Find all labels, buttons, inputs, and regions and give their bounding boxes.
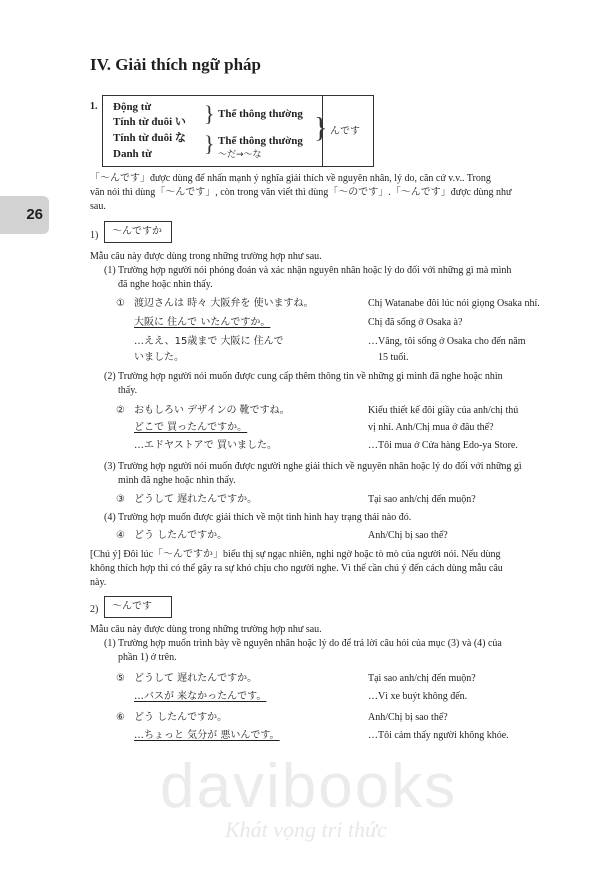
example-number: ⑥ bbox=[116, 712, 125, 723]
example-number: ② bbox=[116, 405, 125, 416]
case3-line: (3) Trường hợp người nói muốn được người nghe giải thích về nguyên nhân hoặc lý do đối với những gì bbox=[104, 461, 522, 472]
note-line: này. bbox=[90, 577, 107, 588]
part2-pattern: ～んです bbox=[112, 601, 152, 612]
part2-label: 2) bbox=[90, 604, 99, 615]
example-number: ⑤ bbox=[116, 673, 125, 684]
example-number: ① bbox=[116, 298, 125, 309]
watermark-brand: davibooks bbox=[160, 752, 458, 821]
watermark-slogan: Khát vọng tri thức bbox=[225, 817, 387, 842]
example-vi: …Vì xe buýt không đến. bbox=[368, 691, 468, 702]
part2-intro: Mẫu câu này được dùng trong những trường hợp như sau. bbox=[90, 624, 322, 635]
case2-line: (2) Trường hợp người nói muốn được cung cấp thêm thông tin về những gì mình đã nghe hoặc nhìn bbox=[104, 371, 503, 382]
ndesu-ending: んです bbox=[330, 126, 360, 137]
example-jp: …バスが 来なかったんです。 bbox=[134, 691, 267, 702]
example-jp: どうして 遅れたんですか。 bbox=[134, 494, 258, 505]
example-jp: どう したんですか。 bbox=[134, 530, 228, 541]
example-vi: Kiểu thiết kế đôi giầy của anh/chị thú bbox=[368, 405, 519, 416]
part1-pattern: ～んですか bbox=[112, 226, 162, 237]
part1-intro: Mẫu câu này được dùng trong những trường hợp như sau. bbox=[90, 251, 322, 262]
grammar-number: 1. bbox=[90, 101, 98, 112]
form-noun: Danh từ bbox=[113, 148, 152, 160]
case1-line: (1) Trường hợp người nói phỏng đoán và xác nhận nguyên nhân hoặc lý do đối với những gì mà mình bbox=[104, 265, 512, 276]
intro-line: sau. bbox=[90, 201, 106, 212]
case1-line: phần 1) ở trên. bbox=[118, 652, 177, 663]
example-vi: …Tôi mua ở Cửa hàng Edo-ya Store. bbox=[368, 440, 518, 451]
form-na-adjective: Tính từ đuôi な bbox=[113, 132, 186, 144]
example-jp: おもしろい デザインの 靴ですね。 bbox=[134, 405, 290, 416]
example-jp: どこで 買ったんですか。 bbox=[134, 422, 248, 433]
example-vi: Tại sao anh/chị đến muộn? bbox=[368, 494, 476, 505]
example-jp: …ええ、15歳まで 大阪に 住んで bbox=[134, 336, 284, 347]
example-vi: …Vâng, tôi sống ở Osaka cho đến năm bbox=[368, 336, 526, 347]
intro-line: văn nói thì dùng「～んです」, còn trong văn viết thì dùng「～のです」.「～んです」được dùng như bbox=[90, 187, 512, 198]
part1-label: 1) bbox=[90, 230, 99, 241]
form-i-adjective: Tính từ đuôi い bbox=[113, 116, 186, 128]
section-title: IV. Giải thích ngữ pháp bbox=[90, 55, 261, 74]
example-vi: 15 tuổi. bbox=[378, 352, 409, 363]
page-number-tab: 26 bbox=[0, 196, 49, 234]
da-to-na-rule: ～だ→～な bbox=[218, 150, 262, 160]
plain-form-label: Thể thông thường bbox=[218, 108, 303, 120]
example-jp: 大阪に 住んで いたんですか。 bbox=[134, 317, 271, 328]
example-vi: Tại sao anh/chị đến muộn? bbox=[368, 673, 476, 684]
case3-line: mình đã nghe hoặc nhìn thấy. bbox=[118, 475, 236, 486]
example-jp: 渡辺さんは 時々 大阪弁を 使いますね。 bbox=[134, 298, 314, 309]
example-jp: …エドヤストアで 買いました。 bbox=[134, 440, 277, 451]
example-vi: Anh/Chị bị sao thế? bbox=[368, 712, 448, 723]
example-number: ③ bbox=[116, 494, 125, 505]
example-vi: Chị Watanabe đôi lúc nói giọng Osaka nhỉ. bbox=[368, 298, 540, 309]
plain-form-label-na: Thể thông thường bbox=[218, 135, 303, 147]
example-vi: vị nhỉ. Anh/Chị mua ở đâu thế? bbox=[368, 422, 494, 433]
brace-right: } bbox=[314, 113, 328, 144]
case1-line: đã nghe hoặc nhìn thấy. bbox=[118, 279, 213, 290]
example-vi: Chị đã sống ở Osaka à? bbox=[368, 317, 463, 328]
example-vi: …Tôi cảm thấy người không khỏe. bbox=[368, 730, 509, 741]
intro-line: 「～んです」được dùng để nhấn mạnh ý nghĩa giải thích về nguyên nhân, lý do, căn cứ v.v.. Trong bbox=[90, 173, 491, 184]
brace-lower: } bbox=[204, 131, 215, 156]
example-jp: どう したんですか。 bbox=[134, 712, 228, 723]
brace-upper: } bbox=[204, 101, 215, 126]
note-line: [Chú ý] Đôi lúc「～んですか」biểu thị sự ngạc nhiên, nghi ngờ hoặc tò mò của người nói. Nếu dùng bbox=[90, 549, 501, 560]
example-jp: どうして 遅れたんですか。 bbox=[134, 673, 258, 684]
form-verb: Động từ bbox=[113, 101, 152, 113]
note-line: không thích hợp thì có thể gây ra sự khó chịu cho người nghe. Vì thế cần chú ý đến cách dùng mẫu câu bbox=[90, 563, 503, 574]
case2-line: thấy. bbox=[118, 385, 138, 396]
example-number: ④ bbox=[116, 530, 125, 541]
case4-line: (4) Trường hợp muốn được giải thích về một tình hình hay trạng thái nào đó. bbox=[104, 512, 412, 523]
example-jp: いました。 bbox=[134, 352, 184, 363]
example-jp: …ちょっと 気分が 悪いんです。 bbox=[134, 730, 280, 741]
example-vi: Anh/Chị bị sao thế? bbox=[368, 530, 448, 541]
case1-line: (1) Trường hợp muốn trình bày về nguyên nhân hoặc lý do để trả lời câu hỏi của mục (3) và (4) của bbox=[104, 638, 502, 649]
